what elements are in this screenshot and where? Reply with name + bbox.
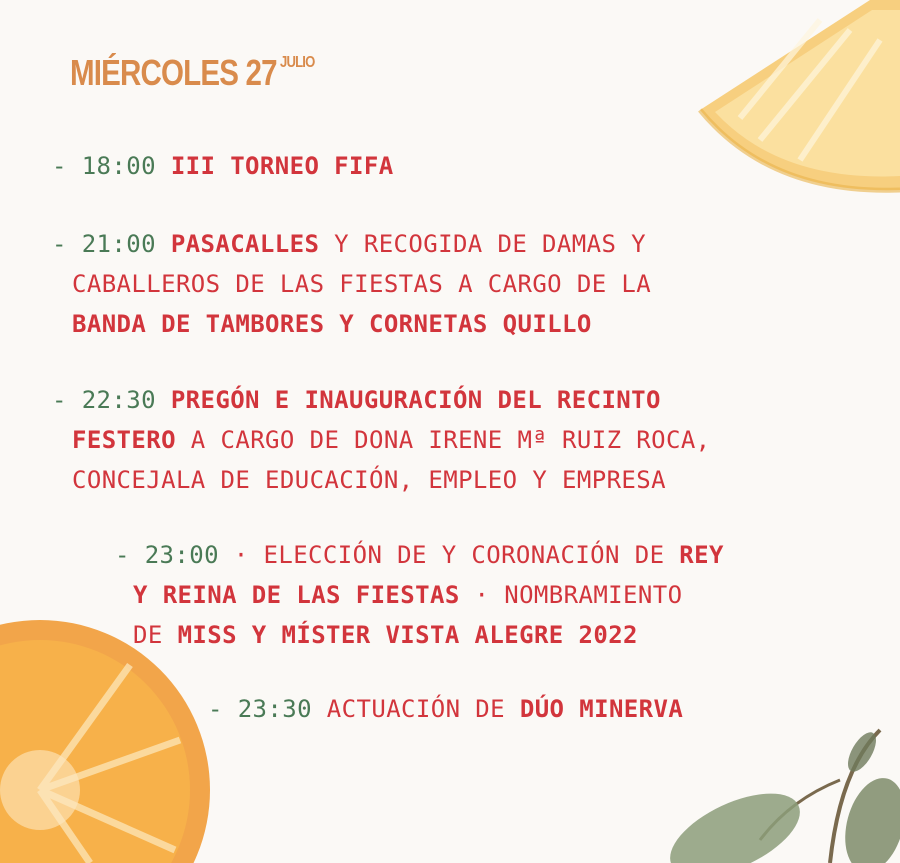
event-title: FESTERO	[72, 426, 176, 454]
dash: -	[52, 386, 82, 414]
event-23-00-line1	[115, 541, 724, 569]
dash: -	[52, 152, 82, 180]
event-title: REY	[679, 541, 724, 569]
event-title: Y REINA DE LAS FIESTAS	[133, 581, 460, 609]
event-text: ACTUACIÓN DE	[311, 695, 520, 723]
event-22-30-line1	[52, 386, 661, 414]
event-text: · NOMBRAMIENTO	[459, 581, 683, 609]
event-text: · ELECCIÓN DE Y CORONACIÓN DE	[218, 541, 680, 569]
event-time: 18:00	[81, 152, 156, 180]
event-22-30-line3: CONCEJALA DE EDUCACIÓN, EMPLEO Y EMPRESA	[72, 466, 666, 494]
event-21-00-line2: CABALLEROS DE LAS FIESTAS A CARGO DE LA	[72, 270, 652, 298]
event-23-30	[208, 695, 683, 723]
date-month: JULIO	[279, 54, 315, 71]
event-time: 23:00	[144, 541, 219, 569]
event-text: Y RECOGIDA DE DAMAS Y	[319, 230, 646, 258]
event-time: 22:30	[81, 386, 156, 414]
date-day: MIÉRCOLES 27	[70, 52, 277, 93]
dash: -	[208, 695, 238, 723]
lemon-slice-icon	[700, 0, 900, 190]
event-title: III TORNEO FIFA	[170, 152, 394, 180]
event-title: DÚO MINERVA	[519, 695, 684, 723]
event-21-00-line3: BANDA DE TAMBORES Y CORNETAS QUILLO	[72, 310, 592, 338]
event-title: MISS Y MÍSTER VISTA ALEGRE 2022	[177, 621, 638, 649]
page-title	[70, 52, 315, 94]
event-23-00-line2	[133, 581, 682, 609]
event-time: 23:30	[237, 695, 312, 723]
event-22-30-line2	[72, 426, 711, 454]
dash: -	[115, 541, 145, 569]
leaf-branch-icon	[658, 728, 900, 863]
event-18-00	[52, 152, 394, 180]
event-title: PREGÓN E INAUGURACIÓN DEL RECINTO	[170, 386, 661, 414]
event-time: 21:00	[81, 230, 156, 258]
event-text: A CARGO DE DONA IRENE Mª RUIZ ROCA,	[175, 426, 711, 454]
event-21-00-line1	[52, 230, 646, 258]
event-title: PASACALLES	[170, 230, 320, 258]
orange-slice-icon	[0, 620, 210, 863]
event-23-00-line3	[133, 621, 638, 649]
dash: -	[52, 230, 82, 258]
event-text: DE	[133, 621, 178, 649]
